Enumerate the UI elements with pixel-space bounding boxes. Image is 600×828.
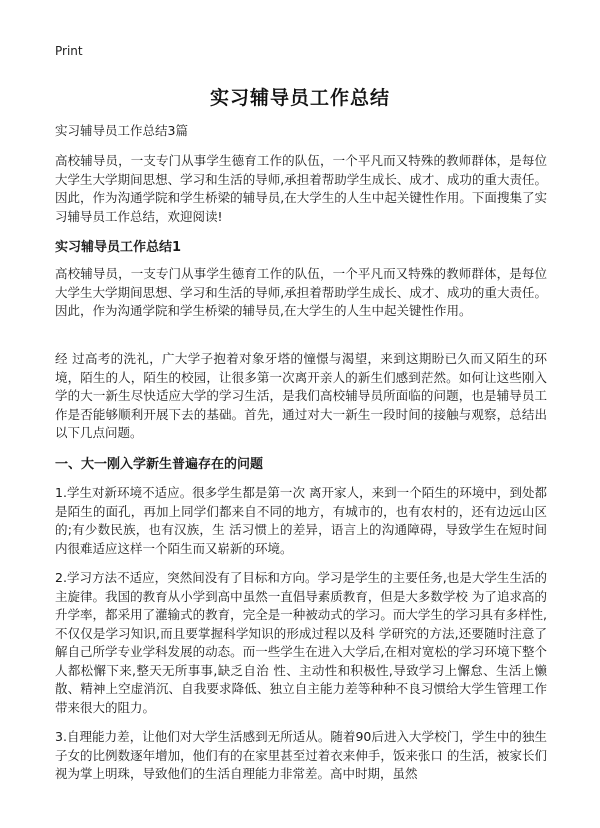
intro-paragraph: 高校辅导员，一支专门从事学生德育工作的队伍，一个平凡而又特殊的教师群体，是每位大学生大学期间思想、学习和生活的导师,承担着帮助学生成长、成才、成功的重大责任。因此，作为沟通学院和学生桥梁的辅导员,在大学生的人生中起关键性作用。下面搜集了实习辅导员工作总结，欢迎阅读! xyxy=(55,153,547,224)
problem-point-2: 2.学习方法不适应，突然间没有了目标和方向。学习是学生的主要任务,也是大学生生活的主旋律。我国的教育从小学到高中虽然一直倡导素质教育，但是大多数学校 为了追求高的升学率，都采用了灌输式的教育，完全是一种被动式的学习。而大学生的学习具有多样性,不仅仅是学习知识,而且要掌握科学知识的形成过程以及科 学研究的方法,还要随时注意了解自己所学专业学科发展的动态。而一些学生在进入大学后,在相对宽松的学习环境下整个人都松懈下来,整天无所事事,缺乏自治 性、主动性和积极性,导致学习上懈怠、生活上懒散、精神上空虚消沉、自我要求降低、独立自主能力差等种种不良习惯给大学生管理工作带来很大的阻力。 xyxy=(55,570,547,715)
problem-point-3: 3.自理能力差，让他们对大学生活感到无所适从。随着90后进入大学校门，学生中的独生子女的比例数逐年增加，他们有的在家里甚至过着衣来伸手，饭来张口 的生活，被家长们视为掌上明珠，导致他们的生活自理能力非常差。高中时期，虽然 xyxy=(55,729,547,781)
page-title: 实习辅导员工作总结 xyxy=(209,87,390,109)
section1-paragraph-1: 高校辅导员，一支专门从事学生德育工作的队伍，一个平凡而又特殊的教师群体，是每位大学生大学期间思想、学习和生活的导师,承担着帮助学生成长、成才、成功的重大责任。因此，作为沟通学院和学生桥梁的辅导员,在大学生的人生中起关键性作用。 xyxy=(55,266,547,318)
section1-heading: 实习辅导员工作总结1 xyxy=(55,240,182,255)
problem-point-1: 1.学生对新环境不适应。很多学生都是第一次 离开家人，来到一个陌生的环境中，到处都是陌生的面孔，再加上同学们都来自不同的地方，有城市的，也有农村的，还有边远山区的;有少数民族，也有汉族，生 活习惯上的差异，语言上的沟通障碍，导致学生在短时间内很难适应这样一个陌生而又崭新的环境。 xyxy=(55,485,547,556)
document-subtitle: 实习辅导员工作总结3篇 xyxy=(55,123,188,138)
problems-heading: 一、大一刚入学新生普遍存在的问题 xyxy=(55,457,264,472)
print-label[interactable]: Print xyxy=(55,44,83,58)
section1-paragraph-2: 经 过高考的洗礼，广大学子抱着对象牙塔的憧憬与渴望，来到这期盼已久而又陌生的环境，陌生的人，陌生的校园，让很多第一次离开亲人的新生们感到茫然。如何让这些刚入学的大一新生尽快适应大学的学习生活，是我们高校辅导员所面临的问题，也是辅导员工作是否能够顺利开展下去的基础。首先，通过对大一新生一段时间的接触与观察，总结出以下几点问题。 xyxy=(55,351,547,440)
